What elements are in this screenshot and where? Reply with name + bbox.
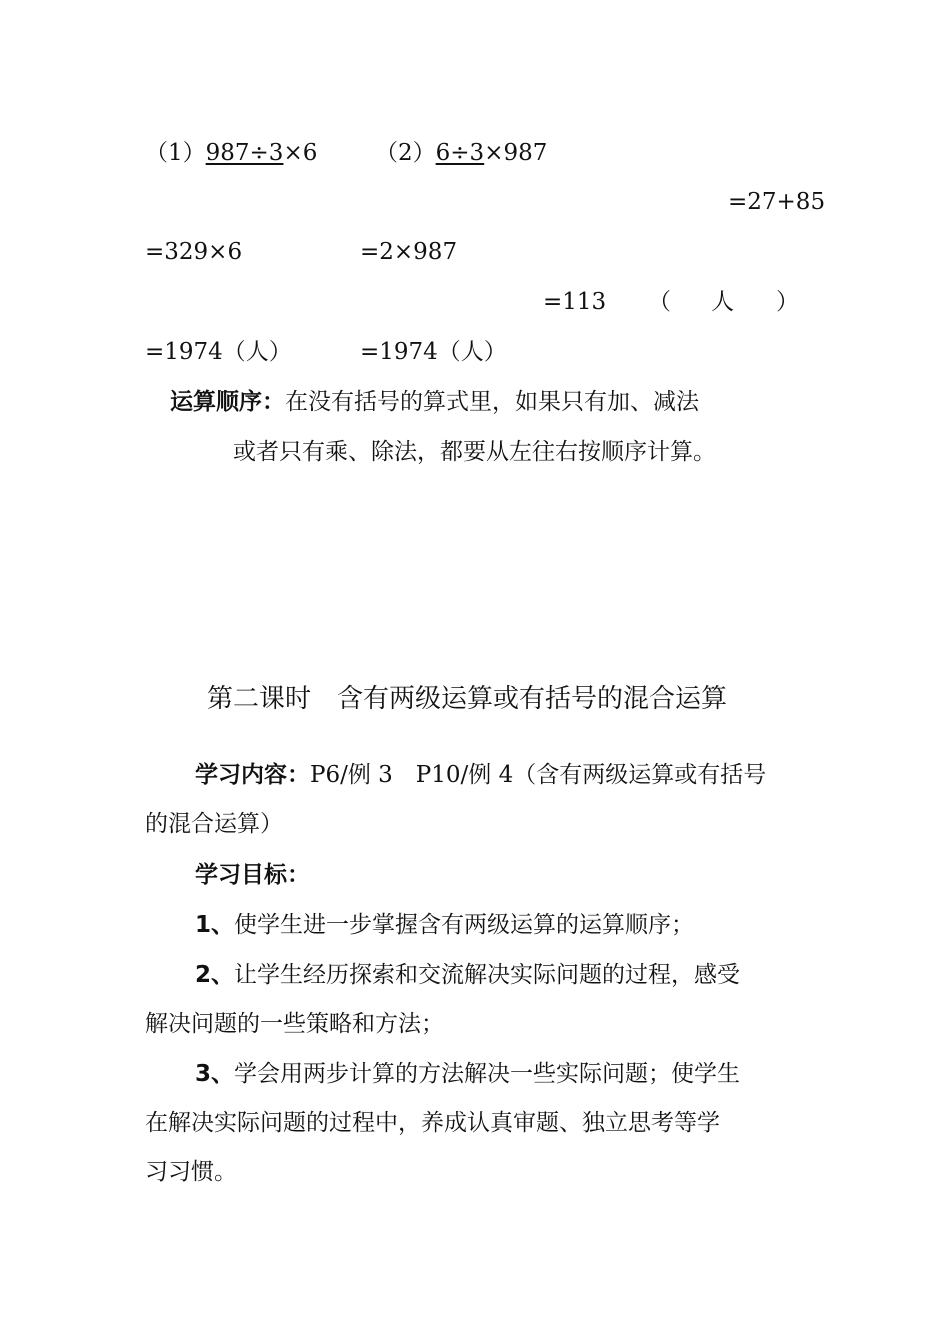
goal-1 (195, 910, 694, 940)
goal-2-line-2: 解决问题的一些策略和方法； (145, 1011, 444, 1037)
goal-3-number: 3、 (195, 1061, 235, 1087)
learning-content-label: 学习内容： (195, 762, 310, 788)
goal-1-text: 使学生进一步掌握含有两级运算的运算顺序； (234, 912, 695, 938)
problem-1-label: （1） (145, 140, 206, 166)
problem-1-expression (145, 138, 317, 168)
goal-3-line-3: 习习惯。 (145, 1159, 237, 1185)
problem-1-result: =1974（人） (145, 339, 292, 365)
lesson-title: 第二课时 含有两级运算或有括号的混合运算 (207, 684, 728, 714)
right-column-unit-open: （ (648, 289, 671, 315)
problem-2-result: =1974（人） (360, 339, 507, 365)
problem-1-underlined-part: 987÷3 (205, 140, 284, 166)
problem-1-rest: ×6 (283, 140, 318, 166)
goal-2-line-1 (195, 960, 740, 990)
goal-3-line-1 (195, 1059, 740, 1089)
problem-2-underlined-part: 6÷3 (435, 140, 485, 166)
right-column-result (0, 287, 950, 317)
right-column-result-value: =113 (543, 289, 607, 315)
goal-2-number: 2、 (195, 962, 235, 988)
problem-2-label: （2） (375, 140, 436, 166)
goal-3-text-1: 学会用两步计算的方法解决一些实际问题；使学生 (234, 1061, 741, 1087)
goal-1-number: 1、 (195, 912, 235, 938)
right-column-step-1: =27+85 (728, 189, 826, 215)
goal-2-text-1: 让学生经历探索和交流解决实际问题的过程，感受 (234, 962, 741, 988)
goal-3-line-2: 在解决实际问题的过程中，养成认真审题、独立思考等学 (145, 1110, 720, 1136)
learning-content-line-1 (195, 760, 766, 790)
rule-line-1 (170, 387, 699, 417)
rule-label: 运算顺序： (170, 389, 285, 415)
right-column-unit-close: ） (776, 289, 799, 315)
problem-2-rest: ×987 (484, 140, 548, 166)
problem-2-expression (375, 138, 547, 168)
rule-line-2: 或者只有乘、除法，都要从左往右按顺序计算。 (233, 439, 716, 465)
learning-goals-label: 学习目标： (195, 862, 310, 888)
rule-text-1: 在没有括号的算式里，如果只有加、减法 (285, 389, 699, 415)
learning-content-line-2: 的混合运算） (145, 811, 283, 837)
problem-2-step-1: =2×987 (360, 239, 458, 265)
right-column-unit: 人 (711, 289, 734, 315)
learning-content-text: P6/例 3 P10/例 4（含有两级运算或有括号 (310, 762, 767, 788)
problem-1-step-1: =329×6 (145, 239, 243, 265)
